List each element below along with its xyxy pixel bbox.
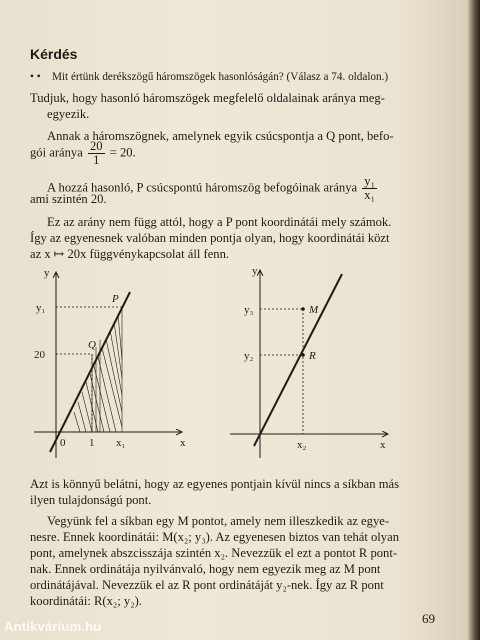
question-bullets: • • xyxy=(30,71,41,83)
paragraph-2-line-1: Annak a háromszögnek, amelynek egyik csúcspontja a Q pont, befo- xyxy=(47,129,394,143)
page-edge xyxy=(468,0,480,640)
paragraph-6-line-1: Vegyünk fel a síkban egy M pontot, amely nem illeszkedik az egye- xyxy=(47,514,390,528)
graph-right xyxy=(220,262,395,462)
hatching-lines xyxy=(74,307,122,432)
fraction-y1-over-x1 xyxy=(362,175,377,202)
question-text: Mit értünk derékszögű háromszögek hasonlóságán? (Válasz a 74. oldalon.) xyxy=(52,71,389,83)
y-tick-20: 20 xyxy=(34,349,45,361)
fraction-numerator: y₁ xyxy=(364,174,375,188)
page-number: 69 xyxy=(422,611,435,626)
paragraph-2-line-2 xyxy=(30,140,136,167)
graph-left xyxy=(30,262,200,462)
x-axis-label: x xyxy=(380,439,386,451)
y-tick-y3: y₃ xyxy=(244,304,254,316)
line-y-20x xyxy=(254,274,342,446)
paragraph-2-text: gói aránya xyxy=(30,145,83,160)
x-axis-label: x xyxy=(180,437,186,449)
point-p-label: P xyxy=(112,293,119,305)
point-r xyxy=(301,353,305,357)
x-tick-x2: x₂ xyxy=(297,439,307,451)
paragraph-4-line-1: Ez az arány nem függ attól, hogy a P pont koordinátái mely számok. xyxy=(47,215,392,229)
y-tick-y2: y₂ xyxy=(244,350,254,362)
fraction-denominator: x₁ xyxy=(364,188,375,202)
paragraph-3-line-2: ami szintén 20. xyxy=(30,192,107,206)
fraction-denominator: 1 xyxy=(93,153,100,167)
y-axis-label: y xyxy=(252,265,258,277)
paragraph-5-line-1: Azt is könnyű belátni, hogy az egyenes pontjain kívül nincs a síkban más xyxy=(30,477,399,491)
watermark: Antikvárium.hu xyxy=(4,619,102,634)
fraction-numerator: 20 xyxy=(89,139,103,153)
x-tick-x1: x₁ xyxy=(116,437,126,449)
paragraph-1-line-2: egyezik. xyxy=(47,107,90,121)
fraction-20-over-1 xyxy=(88,140,105,167)
paragraph-6-line-5: ordinátájával. Nevezzük el az R pont ordinátáját y₂-nek. Így az R pont xyxy=(30,578,384,592)
paragraph-6-line-4: nak. Ennek ordinátája nyilvánvaló, hogy nem egyezik meg az M pont xyxy=(30,562,381,576)
y-axis-label: y xyxy=(44,267,50,279)
paragraph-4-line-2: Így az egyenesnek valóban minden pontja olyan, hogy koordinátái közt xyxy=(30,231,390,245)
x-tick-0: 0 xyxy=(60,437,66,449)
x-tick-1: 1 xyxy=(89,437,95,449)
paragraph-4-line-3: az x ↦ 20x függvénykapcsolat áll fenn. xyxy=(30,247,230,261)
paragraph-6-line-3: pont, amelynek abszcisszája szintén x₂. Nevezzük el ezt a pontot R pont- xyxy=(30,546,398,560)
paragraph-2-result: = 20. xyxy=(109,145,136,160)
point-m-label: M xyxy=(309,304,319,316)
paragraph-6-line-6: koordinátái: R(x₂; y₂). xyxy=(30,594,142,608)
paragraph-5-line-2: ilyen tulajdonságú pont. xyxy=(30,493,152,507)
paragraph-1-line-1: Tudjuk, hogy hasonló háromszögek megfelelő oldalainak aránya meg- xyxy=(30,91,385,105)
point-m xyxy=(301,307,305,311)
y-tick-y1: y₁ xyxy=(36,302,46,314)
point-q-label: Q xyxy=(88,339,96,351)
point-r-label: R xyxy=(309,350,316,362)
paragraph-3-text: A hozzá hasonló, P csúcspontú háromszög befogóinak aránya xyxy=(47,180,358,195)
paragraph-6-line-2: nesre. Ennek koordinátái: M(x₂; y₃). Az egyenesen biztos van tehát olyan xyxy=(30,530,399,544)
section-heading: Kérdés xyxy=(30,46,78,62)
